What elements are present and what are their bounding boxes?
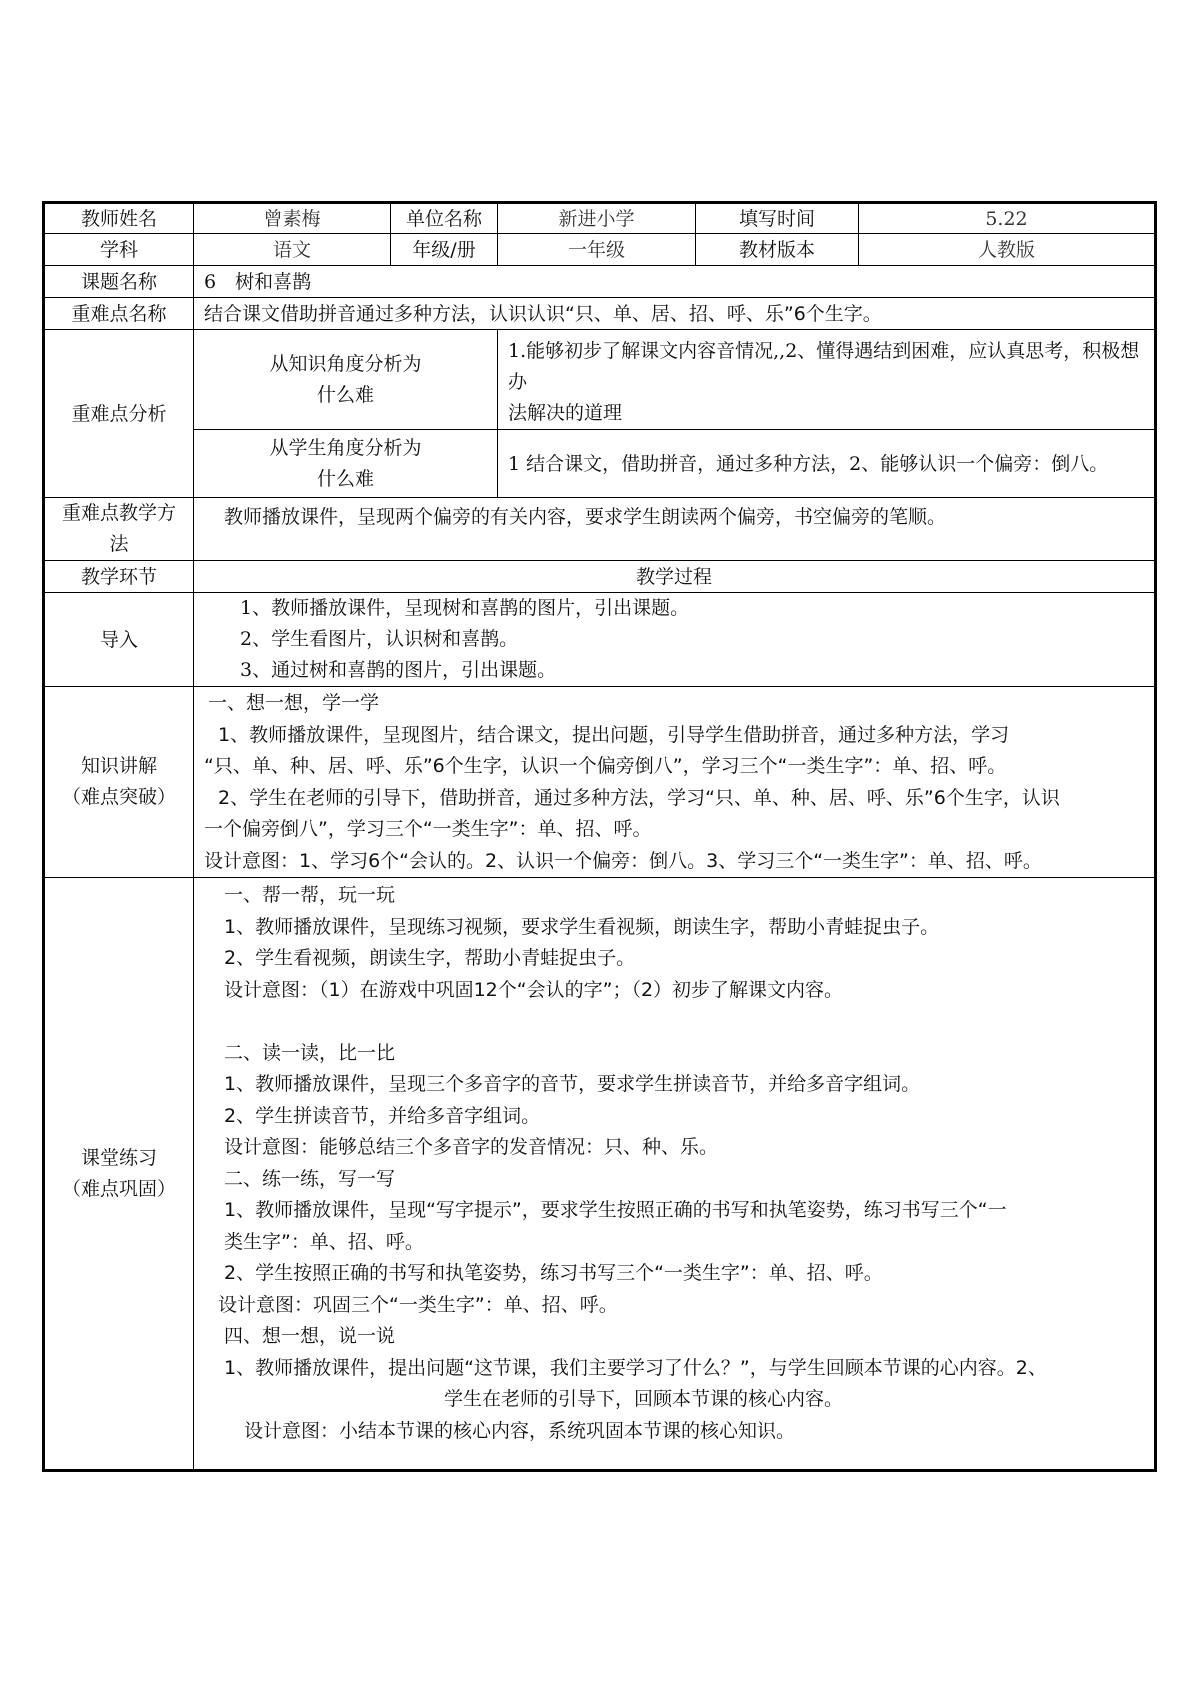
student-angle-label — [194, 430, 498, 498]
practice-line-13: 2、学生按照正确的书写和执笔姿势，练习书写三个“一类生字”：单、招、呼。 — [224, 1262, 883, 1284]
practice-line-16: 1、教师播放课件，提出问题“这节课，我们主要学习了什么？”，与学生回顾本节课的心内容。2、 — [224, 1356, 1047, 1379]
practice-row — [44, 878, 1156, 1471]
textbook-label: 教材版本 — [696, 234, 859, 266]
practice-line-18: 设计意图：小结本节课的核心内容，系统巩固本节课的核心知识。 — [244, 1419, 796, 1442]
practice-label — [44, 878, 194, 1471]
lesson-plan-table — [42, 201, 1157, 1472]
knowledge-angle-label — [194, 330, 498, 430]
knowledge-row — [44, 687, 1156, 878]
student-angle-label-line-1: 从学生角度分析为 — [269, 436, 422, 459]
process-label: 教学过程 — [194, 561, 1156, 593]
knowledge-angle-label-line-2: 什么难 — [316, 383, 374, 406]
knowledge-label-line-1: 知识讲解 — [80, 755, 157, 777]
subject-label: 学科 — [44, 234, 194, 266]
topic-row — [44, 266, 1156, 298]
method-row — [44, 498, 1156, 561]
unit-name-value: 新进小学 — [498, 203, 696, 234]
topic-value: 6 树和喜鹊 — [194, 266, 1156, 298]
intro-line-3: 3、通过树和喜鹊的图片，引出课题。 — [240, 659, 557, 681]
knowledge-line-2: 1、教师播放课件，呈现图片，结合课文，提出问题，引导学生借助拼音，通过多种方法，学习 — [218, 723, 1010, 746]
practice-line-5 — [224, 1006, 1154, 1038]
header-row-1 — [44, 203, 1156, 234]
topic-label: 课题名称 — [44, 266, 194, 298]
practice-line-11: 1、教师播放课件，呈现“写字提示”，要求学生按照正确的书写和执笔姿势，练习书写三个“一 — [224, 1199, 1007, 1221]
knowledge-line-3: “只、单、种、居、呼、乐”6个生字，认识一个偏旁倒八”，学习三个“一类生字”：单、招、呼。 — [204, 755, 1007, 777]
key-points-value: 结合课文借助拼音通过多种方法，认识认识“只、单、居、招、呼、乐”6个生字。 — [194, 298, 1156, 330]
practice-line-8: 2、学生拼读音节，并给多音字组词。 — [224, 1104, 541, 1127]
grade-label: 年级/册 — [391, 234, 498, 266]
knowledge-angle-line-1: 1.能够初步了解课文内容音情况,,2、懂得遇结到困难，应认真思考，积极想办 — [508, 340, 1140, 393]
practice-line-15: 四、想一想，说一说 — [224, 1325, 396, 1347]
knowledge-angle-line-2: 法解决的道理 — [508, 402, 623, 424]
intro-line-1: 1、教师播放课件，呈现树和喜鹊的图片，引出课题。 — [240, 597, 690, 619]
practice-content — [194, 878, 1156, 1471]
analysis-student-row — [44, 430, 1156, 498]
intro-label: 导入 — [44, 593, 194, 687]
textbook-value: 人教版 — [859, 234, 1156, 266]
knowledge-line-4: 2、学生在老师的引导下，借助拼音，通过多种方法，学习“只、单、种、居、呼、乐”6个生字，认识 — [218, 786, 1060, 809]
grade-value: 一年级 — [498, 234, 696, 266]
method-label-line-1: 重难点教学方 — [61, 502, 176, 524]
analysis-knowledge-row — [44, 330, 1156, 430]
knowledge-content — [194, 687, 1156, 878]
key-points-row — [44, 298, 1156, 330]
practice-line-3: 2、学生看视频，朗读生字，帮助小青蛙捉虫子。 — [224, 947, 636, 969]
practice-label-line-1: 课堂练习 — [80, 1146, 157, 1169]
fill-time-value: 5.22 — [859, 203, 1156, 234]
knowledge-line-5: 一个偏旁倒八”，学习三个“一类生字”：单、招、呼。 — [204, 818, 652, 840]
student-angle-label-line-2: 什么难 — [316, 467, 374, 490]
process-header-row — [44, 561, 1156, 593]
header-row-2 — [44, 234, 1156, 266]
knowledge-angle-label-line-1: 从知识角度分析为 — [269, 352, 422, 375]
method-label — [44, 498, 194, 561]
student-angle-value: 1 结合课文，借助拼音，通过多种方法，2、能够认识一个偏旁：倒八。 — [498, 430, 1156, 498]
practice-line-2: 1、教师播放课件，呈现练习视频，要求学生看视频，朗读生字，帮助小青蛙捉虫子。 — [224, 915, 940, 938]
knowledge-label-line-2: （难点突破） — [61, 786, 176, 808]
practice-label-line-2: （难点巩固） — [61, 1177, 176, 1200]
intro-line-2: 2、学生看图片，认识树和喜鹊。 — [240, 628, 519, 650]
fill-time-label: 填写时间 — [696, 203, 859, 234]
subject-value: 语文 — [194, 234, 391, 266]
practice-line-14: 设计意图：巩固三个“一类生字”：单、招、呼。 — [218, 1293, 618, 1316]
method-label-line-2: 法 — [109, 533, 129, 555]
practice-line-9: 设计意图：能够总结三个多音字的发音情况：只、种、乐。 — [224, 1136, 719, 1158]
teacher-name-value: 曾素梅 — [194, 203, 391, 234]
key-points-label: 重难点名称 — [44, 298, 194, 330]
knowledge-angle-value — [498, 330, 1156, 430]
practice-line-7: 1、教师播放课件，呈现三个多音字的音节，要求学生拼读音节，并给多音字组词。 — [224, 1073, 921, 1095]
analysis-label: 重难点分析 — [44, 330, 194, 498]
practice-line-17: 学生在老师的引导下，回顾本节课的核心内容。 — [444, 1388, 844, 1410]
intro-content — [194, 593, 1156, 687]
practice-line-10: 二、练一练，写一写 — [224, 1167, 396, 1190]
intro-row — [44, 593, 1156, 687]
process-step-label: 教学环节 — [44, 561, 194, 593]
method-value: 教师播放课件，呈现两个偏旁的有关内容，要求学生朗读两个偏旁，书空偏旁的笔顺。 — [194, 498, 1156, 561]
knowledge-line-1: 一、想一想，学一学 — [208, 692, 380, 714]
unit-name-label: 单位名称 — [391, 203, 498, 234]
knowledge-label — [44, 687, 194, 878]
practice-line-4: 设计意图：（1）在游戏中巩固12个“会认的字”；（2）初步了解课文内容。 — [224, 978, 844, 1001]
practice-line-1: 一、帮一帮，玩一玩 — [224, 884, 396, 906]
teacher-name-label: 教师姓名 — [44, 203, 194, 234]
practice-line-12: 类生字”：单、招、呼。 — [224, 1230, 424, 1253]
practice-line-6: 二、读一读，比一比 — [224, 1041, 396, 1064]
knowledge-line-6: 设计意图：1、学习6个“会认的。2、认识一个偏旁：倒八。3、学习三个“一类生字”：单、招、呼。 — [204, 849, 1042, 872]
